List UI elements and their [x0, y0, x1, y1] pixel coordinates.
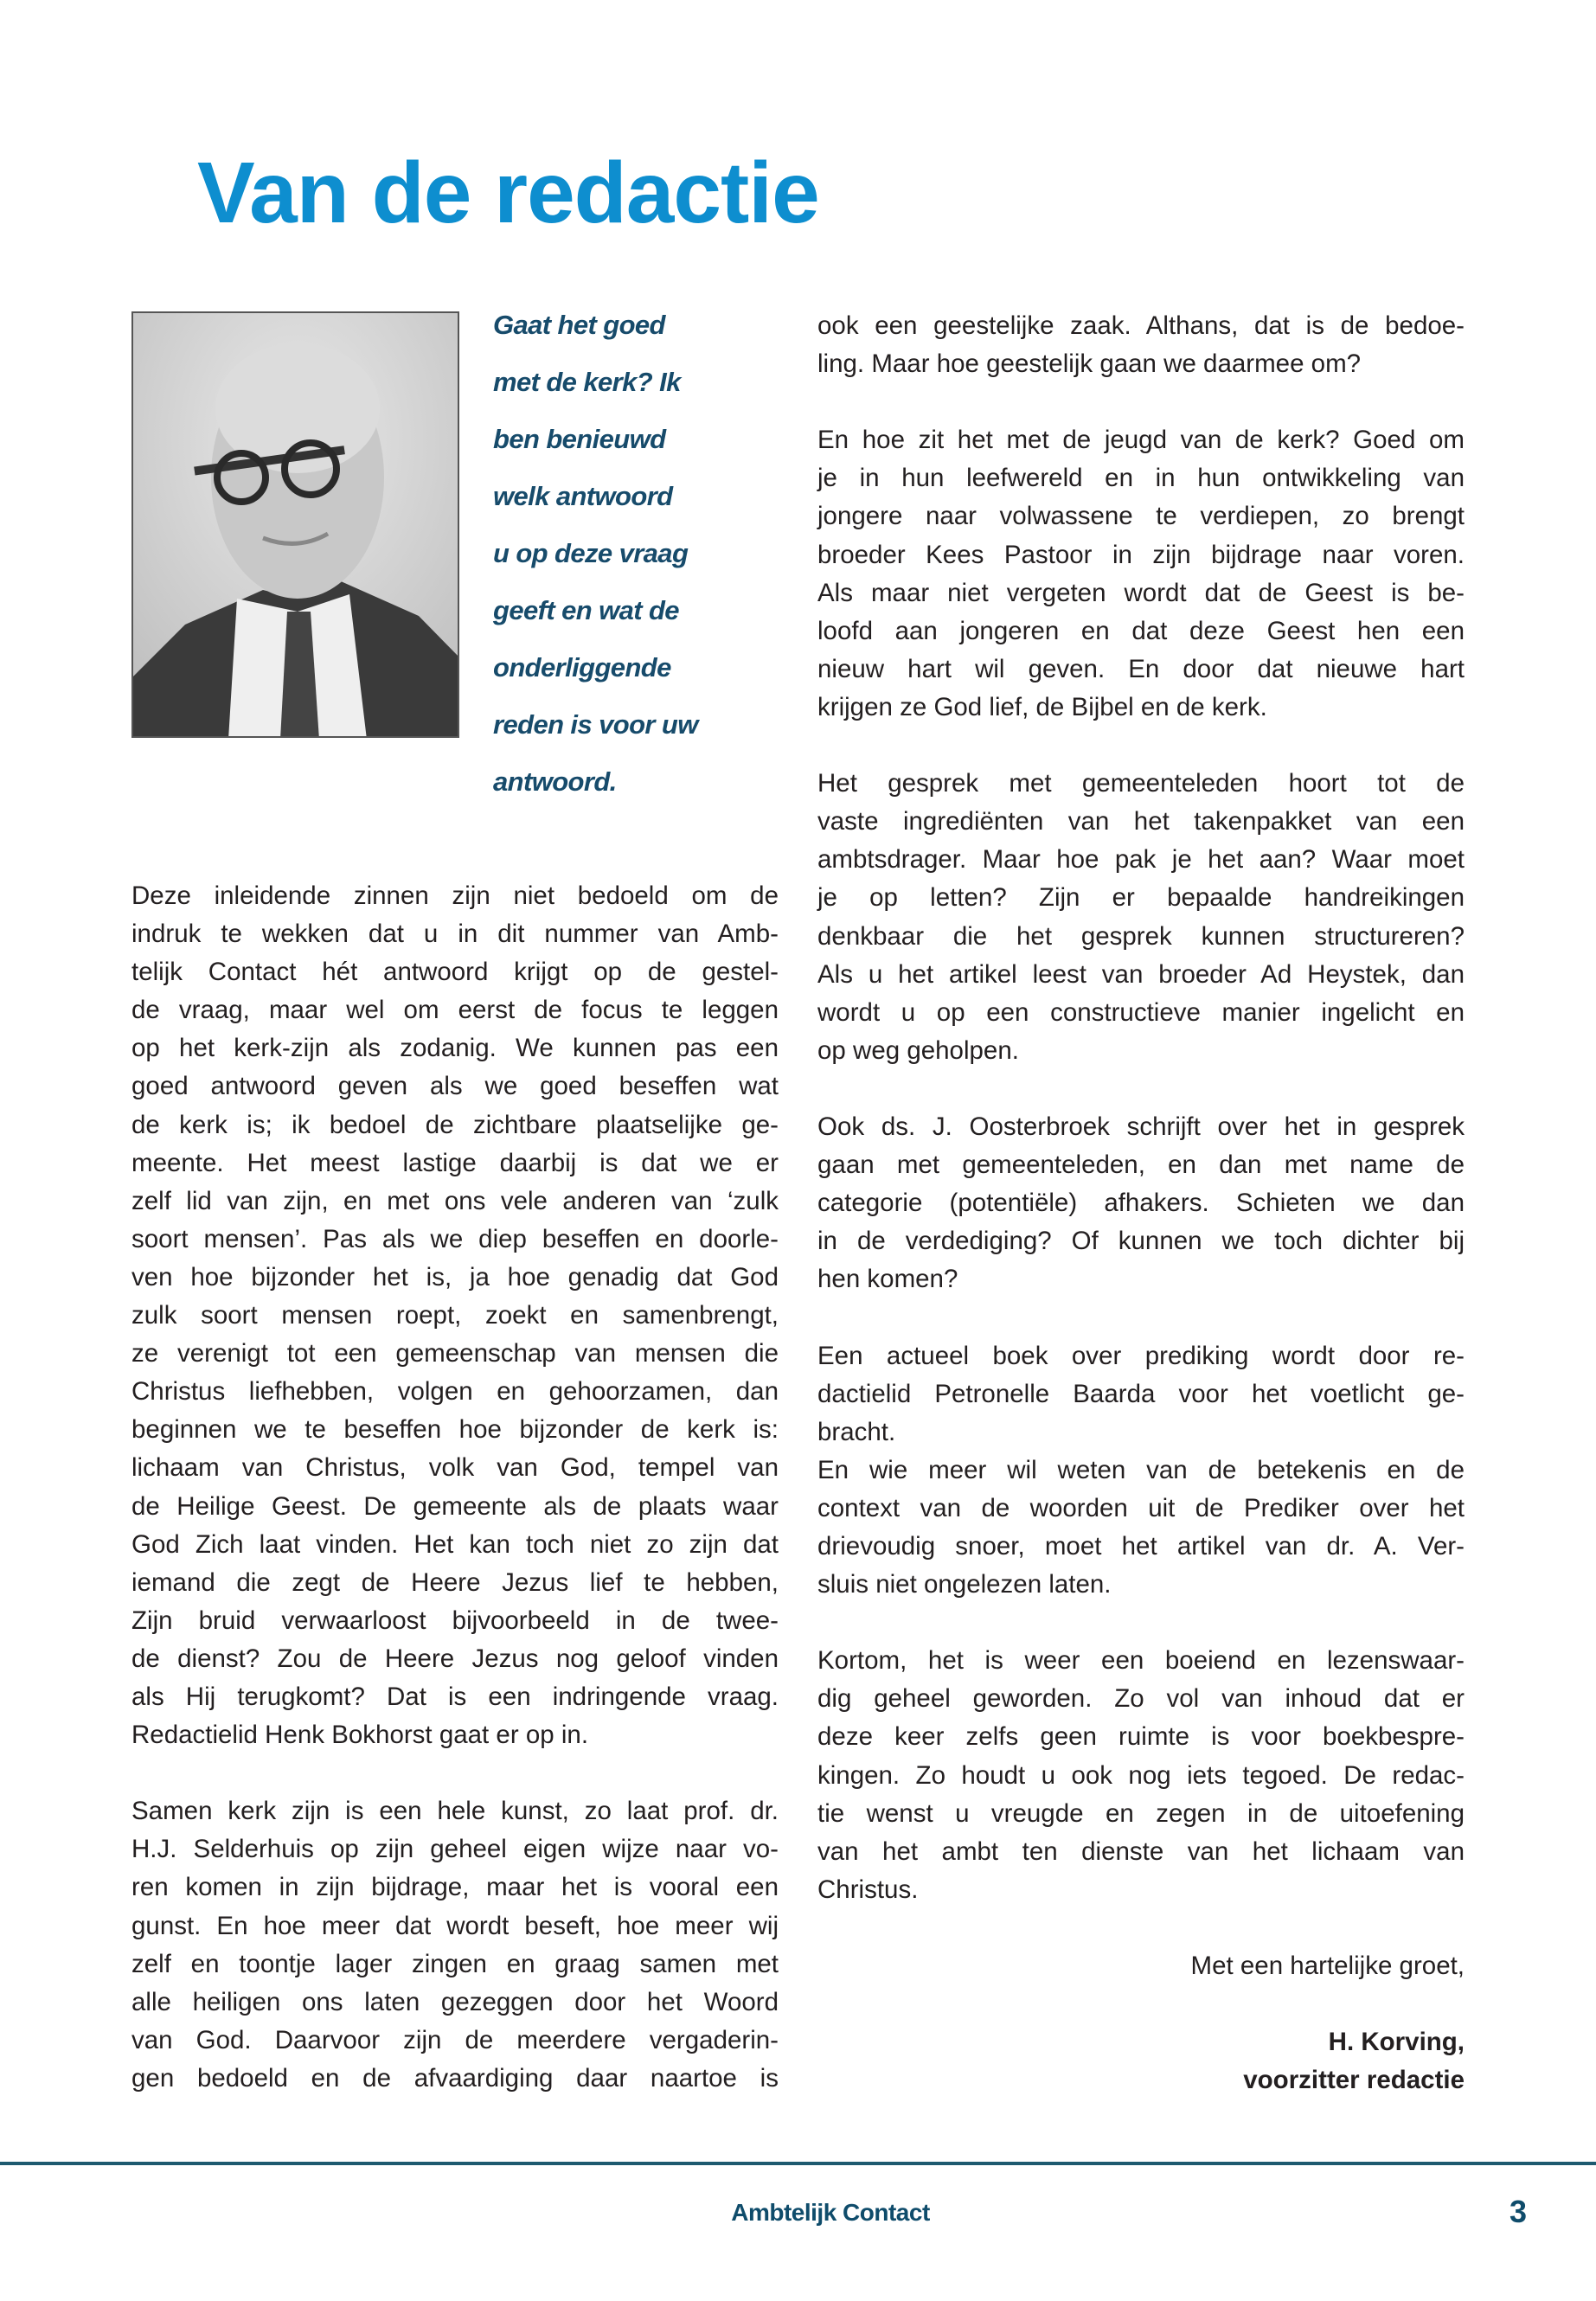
- text-line: gunst. En hoe meer dat wordt beseft, hoe meer wij: [131, 1911, 779, 1940]
- text-line: ook een geestelijke zaak. Althans, dat is de bedoe-: [817, 311, 1465, 340]
- text-line: de dienst? Zou de Heere Jezus nog geloof vinden: [131, 1644, 779, 1673]
- text-line: op het kerk-zijn als zodanig. We kunnen pas een: [131, 1034, 779, 1063]
- left-column: [131, 877, 779, 2136]
- pull-quote-line: Gaat het goed: [493, 310, 665, 340]
- paragraph: [817, 765, 1465, 1070]
- text-line: beginnen we te beseffen hoe bijzonder de kerk is:: [131, 1415, 779, 1445]
- text-line: ling. Maar hoe geestelijk gaan we daarmee om?: [817, 349, 1362, 379]
- text-line: gaan met gemeenteleden, en dan met name de: [817, 1150, 1465, 1180]
- paragraph: [817, 307, 1465, 383]
- paragraph: [817, 1108, 1465, 1298]
- text-line: indruk te wekken dat u in dit nummer van Amb-: [131, 920, 779, 949]
- text-line: de vraag, maar wel om eerst de focus te leggen: [131, 996, 779, 1025]
- text-line: bracht.: [817, 1417, 896, 1446]
- text-line: dactielid Petronelle Baarda voor het voetlicht ge-: [817, 1379, 1465, 1408]
- portrait-photo: [131, 311, 459, 738]
- paragraph: [817, 1337, 1465, 1452]
- pull-quote-line: u op deze vraag: [493, 538, 689, 568]
- paragraph: [817, 1642, 1465, 1909]
- pull-quote-line: antwoord.: [493, 766, 617, 797]
- text-line: loofd aan jongeren en dat deze Geest hen een: [817, 616, 1465, 645]
- text-line: je in hun leefwereld en in hun ontwikkeling van: [817, 464, 1465, 493]
- pull-quote-line: ben benieuwd: [493, 424, 666, 454]
- signature-name: H. Korving,: [1328, 2028, 1465, 2057]
- paragraph: [817, 421, 1465, 727]
- text-line: ven hoe bijzonder het is, ja hoe genadig dat God: [131, 1262, 779, 1292]
- page-number: 3: [1509, 2194, 1528, 2229]
- text-line: broeder Kees Pastoor in zijn bijdrage naar voren.: [817, 540, 1465, 569]
- text-line: gen bedoeld en de afvaardiging daar naartoe is: [131, 2063, 779, 2093]
- pull-quote: [493, 297, 787, 811]
- text-line: als Hij terugkomt? Dat is een indringende vraag.: [131, 1682, 779, 1711]
- text-line: nieuw hart wil geven. En door dat nieuwe hart: [817, 654, 1465, 683]
- footer-publication: Ambtelijk Contact: [731, 2199, 930, 2226]
- text-line: Deze inleidende zinnen zijn niet bedoeld om de: [131, 881, 779, 910]
- text-line: categorie (potentiële) afhakers. Schieten we dan: [817, 1189, 1465, 1218]
- pull-quote-line: welk antwoord: [493, 481, 673, 511]
- text-line: Ook ds. J. Oosterbroek schrijft over het in gesprek: [817, 1112, 1465, 1141]
- text-line: zulk soort mensen roept, zoekt en samenbrengt,: [131, 1301, 779, 1330]
- text-line: sluis niet ongelezen laten.: [817, 1570, 1112, 1599]
- text-line: alle heiligen ons laten gezeggen door het Woord: [131, 1987, 779, 2016]
- pull-quote-line: geeft en wat de: [493, 595, 679, 625]
- text-line: van God. Daarvoor zijn de meerdere vergaderin-: [131, 2025, 779, 2054]
- text-line: je op letten? Zijn er bepaalde handreikingen: [817, 883, 1465, 913]
- text-line: Zijn bruid verwaarloost bijvoorbeeld in de twee-: [131, 1606, 779, 1635]
- signature-role: voorzitter redactie: [1243, 2066, 1465, 2095]
- text-line: van het ambt ten dienste van het lichaam van: [817, 1836, 1465, 1866]
- pull-quote-line: met de kerk? Ik: [493, 367, 681, 397]
- text-line: kingen. Zo houdt u ook nog iets tegoed. De redac-: [817, 1760, 1465, 1790]
- paragraph: [131, 1792, 779, 2098]
- paragraph: [131, 877, 779, 1754]
- text-line: goed antwoord geven als we goed beseffen wat: [131, 1072, 779, 1101]
- right-column: [817, 307, 1465, 2099]
- text-line: telijk Contact hét antwoord krijgt op de gestel-: [131, 958, 779, 987]
- text-line: Kortom, het is weer een boeiend en lezenswaar-: [817, 1646, 1465, 1676]
- text-line: ambtsdrager. Maar hoe pak je het aan? Waar moet: [817, 845, 1465, 875]
- text-line: context van de woorden uit de Prediker over het: [817, 1493, 1465, 1522]
- text-line: vaste ingrediënten van het takenpakket van een: [817, 807, 1465, 836]
- text-line: En hoe zit het met de jeugd van de kerk? Goed om: [817, 426, 1465, 455]
- text-line: dig geheel geworden. Zo vol van inhoud dat er: [817, 1684, 1465, 1714]
- text-line: op weg geholpen.: [817, 1035, 1019, 1065]
- text-line: God Zich laat vinden. Het kan toch niet zo zijn dat: [131, 1529, 779, 1559]
- text-line: soort mensen’. Pas als we diep beseffen en doorle-: [131, 1224, 779, 1253]
- text-line: ren komen in zijn bijdrage, maar het is vooral een: [131, 1873, 779, 1902]
- text-line: zelf lid van zijn, en met ons vele anderen van ‘zulk: [131, 1186, 779, 1215]
- text-line: zelf en toontje lager zingen en graag samen met: [131, 1949, 779, 1978]
- signature: [817, 1947, 1465, 2099]
- text-line: Als maar niet vergeten wordt dat de Geest is be-: [817, 578, 1465, 607]
- text-line: in de verdediging? Of kunnen we toch dichter bij: [817, 1227, 1465, 1256]
- text-line: H.J. Selderhuis op zijn geheel eigen wijze naar vo-: [131, 1835, 779, 1864]
- signature-greeting: Met een hartelijke groet,: [1190, 1952, 1465, 1981]
- paragraph: [817, 1452, 1465, 1604]
- text-line: krijgen ze God lief, de Bijbel en de kerk.: [817, 692, 1267, 721]
- text-line: Een actueel boek over prediking wordt door re-: [817, 1341, 1465, 1370]
- text-line: wordt u op een constructieve manier ingelicht en: [817, 997, 1465, 1027]
- text-line: jongere naar volwassene te verdiepen, zo brengt: [817, 502, 1465, 531]
- text-line: de Heilige Geest. De gemeente als de plaats waar: [131, 1491, 779, 1521]
- text-line: Samen kerk zijn is een hele kunst, zo laat prof. dr.: [131, 1797, 779, 1826]
- text-line: hen komen?: [817, 1265, 958, 1294]
- text-line: lichaam van Christus, volk van God, tempel van: [131, 1453, 779, 1483]
- pull-quote-line: reden is voor uw: [493, 709, 698, 740]
- text-line: de kerk is; ik bedoel de zichtbare plaatselijke ge-: [131, 1110, 779, 1139]
- text-line: Als u het artikel leest van broeder Ad Heystek, dan: [817, 959, 1465, 989]
- text-line: En wie meer wil weten van de betekenis en de: [817, 1455, 1465, 1484]
- text-line: ze verenigt tot een gemeenschap van mensen die: [131, 1339, 779, 1368]
- text-line: iemand die zegt de Heere Jezus lief te hebben,: [131, 1567, 779, 1597]
- text-line: drievoudig snoer, moet het artikel van dr. A. Ver-: [817, 1532, 1465, 1561]
- text-line: Christus.: [817, 1875, 919, 1904]
- text-line: Christus liefhebben, volgen en gehoorzamen, dan: [131, 1377, 779, 1407]
- text-line: tie wenst u vreugde en zegen in de uitoefening: [817, 1798, 1465, 1828]
- text-line: Het gesprek met gemeenteleden hoort tot de: [817, 769, 1465, 798]
- pull-quote-line: onderliggende: [493, 652, 671, 683]
- text-line: denkbaar die het gesprek kunnen structureren?: [817, 921, 1465, 951]
- page-title: Van de redactie: [197, 144, 819, 241]
- text-line: Redactielid Henk Bokhorst gaat er op in.: [131, 1721, 589, 1750]
- portrait-icon: [133, 313, 459, 738]
- text-line: meente. Het meest lastige daarbij is dat we er: [131, 1148, 779, 1177]
- footer-rule: [0, 2162, 1596, 2165]
- text-line: deze keer zelfs geen ruimte is voor boekbespre-: [817, 1722, 1465, 1752]
